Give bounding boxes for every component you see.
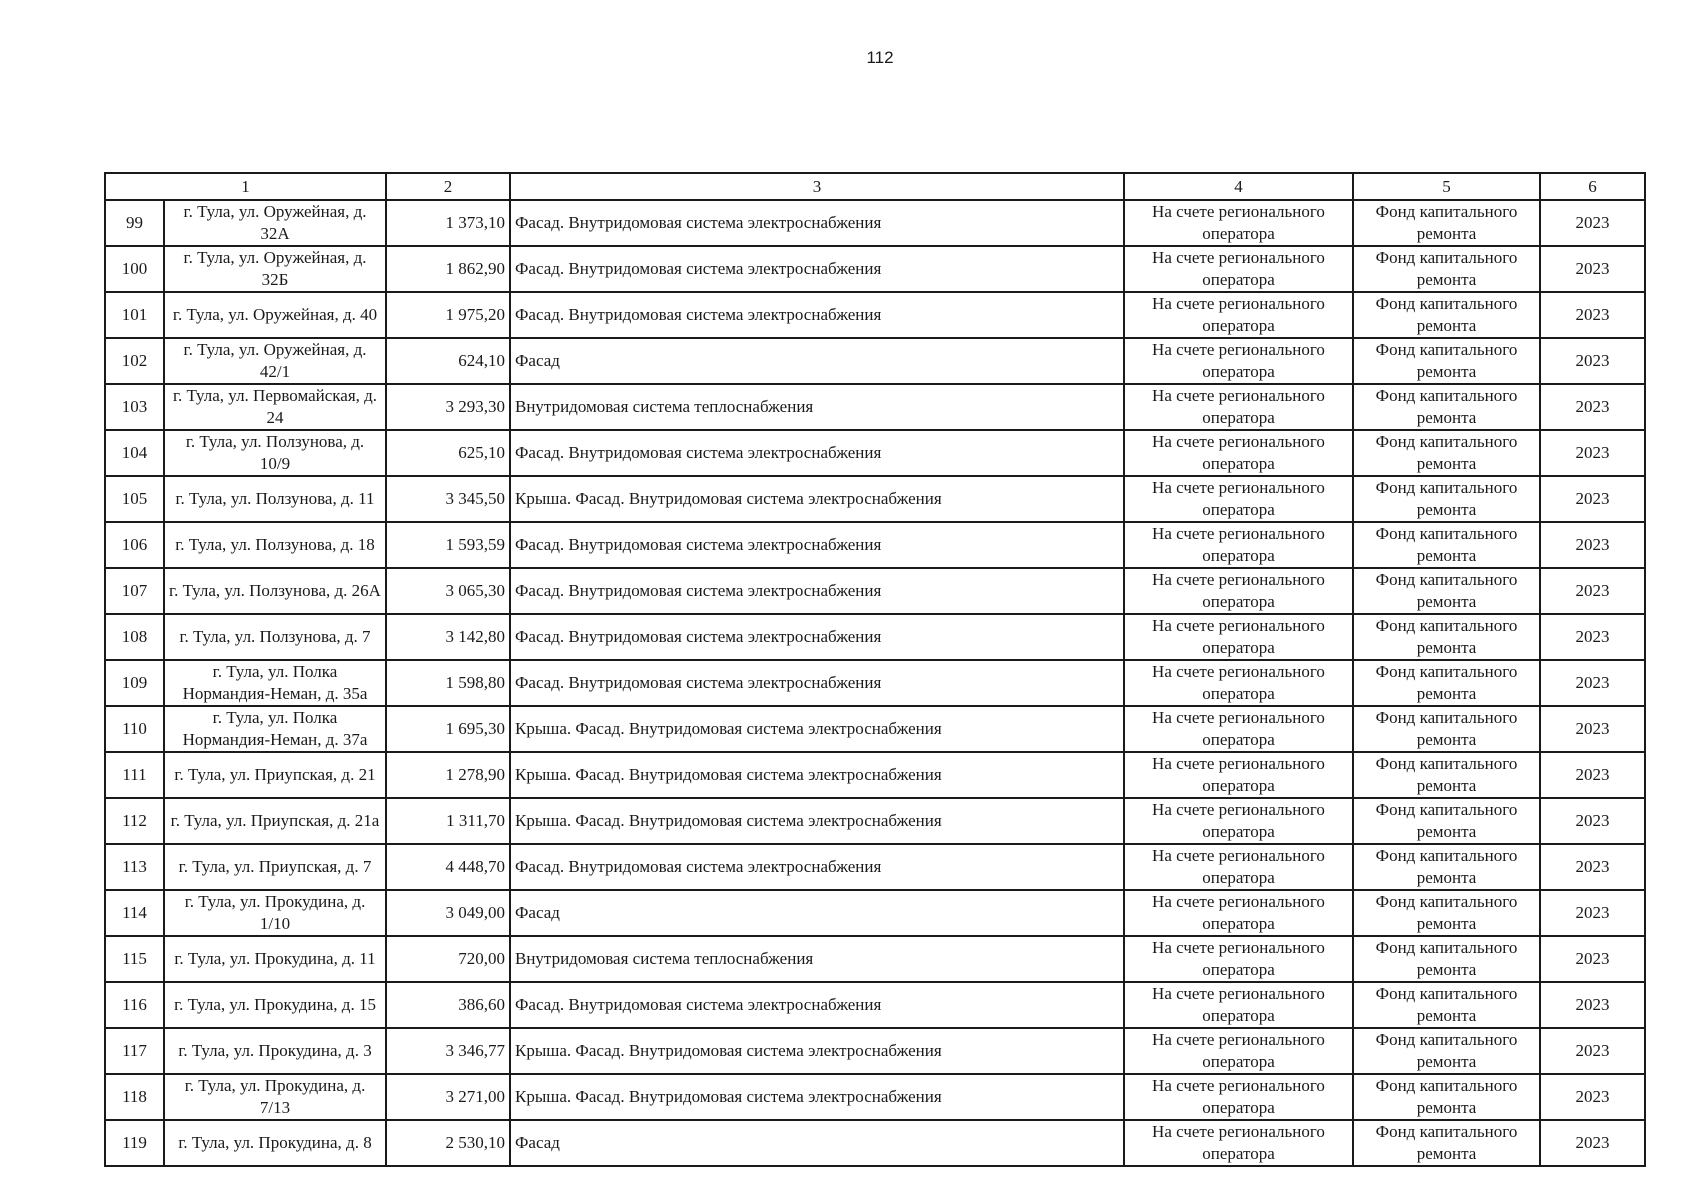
- row-number: 114: [105, 890, 164, 936]
- table-row: [105, 430, 1645, 476]
- area-cell: 624,10: [386, 338, 510, 384]
- fund-account-cell: На счете регионального оператора: [1124, 614, 1353, 660]
- table-row: [105, 936, 1645, 982]
- area-cell: 1 311,70: [386, 798, 510, 844]
- table-row: [105, 384, 1645, 430]
- table-row: [105, 614, 1645, 660]
- address-cell: г. Тула, ул. Оружейная, д. 40: [164, 292, 386, 338]
- address-cell: г. Тула, ул. Ползунова, д. 11: [164, 476, 386, 522]
- table-row: [105, 982, 1645, 1028]
- table-row: [105, 890, 1645, 936]
- funding-source-cell: Фонд капитального ремонта: [1353, 338, 1540, 384]
- area-cell: 3 345,50: [386, 476, 510, 522]
- funding-source-cell: Фонд капитального ремонта: [1353, 476, 1540, 522]
- row-number: 105: [105, 476, 164, 522]
- address-cell: г. Тула, ул. Прокудина, д. 1/10: [164, 890, 386, 936]
- year-cell: 2023: [1540, 660, 1645, 706]
- address-cell: г. Тула, ул. Приупская, д. 21: [164, 752, 386, 798]
- column-number-row: [105, 173, 1645, 200]
- works-cell: Фасад. Внутридомовая система электроснабжения: [510, 522, 1124, 568]
- funding-source-cell: Фонд капитального ремонта: [1353, 614, 1540, 660]
- year-cell: 2023: [1540, 1028, 1645, 1074]
- address-cell: г. Тула, ул. Ползунова, д. 10/9: [164, 430, 386, 476]
- address-cell: г. Тула, ул. Прокудина, д. 8: [164, 1120, 386, 1166]
- works-cell: Фасад. Внутридомовая система электроснабжения: [510, 568, 1124, 614]
- table-row: [105, 200, 1645, 246]
- year-cell: 2023: [1540, 568, 1645, 614]
- table-row: [105, 522, 1645, 568]
- area-cell: 3 346,77: [386, 1028, 510, 1074]
- works-cell: Фасад: [510, 1120, 1124, 1166]
- works-cell: Фасад: [510, 890, 1124, 936]
- table-row: [105, 660, 1645, 706]
- year-cell: 2023: [1540, 752, 1645, 798]
- address-cell: г. Тула, ул. Прокудина, д. 3: [164, 1028, 386, 1074]
- funding-source-cell: Фонд капитального ремонта: [1353, 844, 1540, 890]
- area-cell: 1 593,59: [386, 522, 510, 568]
- fund-account-cell: На счете регионального оператора: [1124, 246, 1353, 292]
- funding-source-cell: Фонд капитального ремонта: [1353, 568, 1540, 614]
- funding-source-cell: Фонд капитального ремонта: [1353, 200, 1540, 246]
- works-cell: Крыша. Фасад. Внутридомовая система электроснабжения: [510, 1074, 1124, 1120]
- page-number: 112: [866, 48, 894, 67]
- address-cell: г. Тула, ул. Приупская, д. 7: [164, 844, 386, 890]
- year-cell: 2023: [1540, 1120, 1645, 1166]
- table-row: [105, 568, 1645, 614]
- fund-account-cell: На счете регионального оператора: [1124, 1120, 1353, 1166]
- table-row: [105, 844, 1645, 890]
- area-cell: 1 373,10: [386, 200, 510, 246]
- works-cell: Фасад. Внутридомовая система электроснабжения: [510, 844, 1124, 890]
- column-header-5: 5: [1353, 173, 1540, 200]
- year-cell: 2023: [1540, 384, 1645, 430]
- area-cell: 720,00: [386, 936, 510, 982]
- works-cell: Крыша. Фасад. Внутридомовая система электроснабжения: [510, 1028, 1124, 1074]
- year-cell: 2023: [1540, 430, 1645, 476]
- address-cell: г. Тула, ул. Оружейная, д. 32Б: [164, 246, 386, 292]
- table-row: [105, 706, 1645, 752]
- works-cell: Крыша. Фасад. Внутридомовая система электроснабжения: [510, 798, 1124, 844]
- fund-account-cell: На счете регионального оператора: [1124, 844, 1353, 890]
- address-cell: г. Тула, ул. Ползунова, д. 7: [164, 614, 386, 660]
- year-cell: 2023: [1540, 338, 1645, 384]
- area-cell: 3 065,30: [386, 568, 510, 614]
- row-number: 116: [105, 982, 164, 1028]
- table-row: [105, 1074, 1645, 1120]
- table-row: [105, 1120, 1645, 1166]
- table-row: [105, 246, 1645, 292]
- row-number: 106: [105, 522, 164, 568]
- fund-account-cell: На счете регионального оператора: [1124, 568, 1353, 614]
- year-cell: 2023: [1540, 246, 1645, 292]
- year-cell: 2023: [1540, 844, 1645, 890]
- fund-account-cell: На счете регионального оператора: [1124, 752, 1353, 798]
- year-cell: 2023: [1540, 476, 1645, 522]
- works-cell: Фасад: [510, 338, 1124, 384]
- fund-account-cell: На счете регионального оператора: [1124, 522, 1353, 568]
- works-cell: Крыша. Фасад. Внутридомовая система электроснабжения: [510, 706, 1124, 752]
- fund-account-cell: На счете регионального оператора: [1124, 384, 1353, 430]
- area-cell: 2 530,10: [386, 1120, 510, 1166]
- table-row: [105, 476, 1645, 522]
- address-cell: г. Тула, ул. Ползунова, д. 18: [164, 522, 386, 568]
- year-cell: 2023: [1540, 1074, 1645, 1120]
- capital-repair-table: [104, 172, 1646, 1167]
- address-cell: г. Тула, ул. Оружейная, д. 42/1: [164, 338, 386, 384]
- area-cell: 1 598,80: [386, 660, 510, 706]
- funding-source-cell: Фонд капитального ремонта: [1353, 1074, 1540, 1120]
- table-row: [105, 798, 1645, 844]
- column-header-3: 3: [510, 173, 1124, 200]
- works-cell: Фасад. Внутридомовая система электроснабжения: [510, 200, 1124, 246]
- funding-source-cell: Фонд капитального ремонта: [1353, 890, 1540, 936]
- fund-account-cell: На счете регионального оператора: [1124, 936, 1353, 982]
- fund-account-cell: На счете регионального оператора: [1124, 706, 1353, 752]
- year-cell: 2023: [1540, 614, 1645, 660]
- area-cell: 1 278,90: [386, 752, 510, 798]
- row-number: 115: [105, 936, 164, 982]
- area-cell: 1 862,90: [386, 246, 510, 292]
- fund-account-cell: На счете регионального оператора: [1124, 338, 1353, 384]
- works-cell: Фасад. Внутридомовая система электроснабжения: [510, 614, 1124, 660]
- row-number: 108: [105, 614, 164, 660]
- funding-source-cell: Фонд капитального ремонта: [1353, 660, 1540, 706]
- row-number: 118: [105, 1074, 164, 1120]
- address-cell: г. Тула, ул. Приупская, д. 21а: [164, 798, 386, 844]
- fund-account-cell: На счете регионального оператора: [1124, 200, 1353, 246]
- fund-account-cell: На счете регионального оператора: [1124, 1028, 1353, 1074]
- row-number: 119: [105, 1120, 164, 1166]
- funding-source-cell: Фонд капитального ремонта: [1353, 384, 1540, 430]
- address-cell: г. Тула, ул. Ползунова, д. 26А: [164, 568, 386, 614]
- funding-source-cell: Фонд капитального ремонта: [1353, 752, 1540, 798]
- funding-source-cell: Фонд капитального ремонта: [1353, 522, 1540, 568]
- funding-source-cell: Фонд капитального ремонта: [1353, 430, 1540, 476]
- year-cell: 2023: [1540, 292, 1645, 338]
- fund-account-cell: На счете регионального оператора: [1124, 1074, 1353, 1120]
- area-cell: 1 695,30: [386, 706, 510, 752]
- fund-account-cell: На счете регионального оператора: [1124, 476, 1353, 522]
- area-cell: 3 142,80: [386, 614, 510, 660]
- funding-source-cell: Фонд капитального ремонта: [1353, 936, 1540, 982]
- works-cell: Крыша. Фасад. Внутридомовая система электроснабжения: [510, 752, 1124, 798]
- table-row: [105, 1028, 1645, 1074]
- address-cell: г. Тула, ул. Полка Нормандия-Неман, д. 35а: [164, 660, 386, 706]
- row-number: 109: [105, 660, 164, 706]
- works-cell: Фасад. Внутридомовая система электроснабжения: [510, 660, 1124, 706]
- funding-source-cell: Фонд капитального ремонта: [1353, 1028, 1540, 1074]
- year-cell: 2023: [1540, 936, 1645, 982]
- funding-source-cell: Фонд капитального ремонта: [1353, 246, 1540, 292]
- column-header-4: 4: [1124, 173, 1353, 200]
- works-cell: Внутридомовая система теплоснабжения: [510, 936, 1124, 982]
- fund-account-cell: На счете регионального оператора: [1124, 890, 1353, 936]
- works-cell: Крыша. Фасад. Внутридомовая система электроснабжения: [510, 476, 1124, 522]
- table-row: [105, 292, 1645, 338]
- year-cell: 2023: [1540, 706, 1645, 752]
- row-number: 100: [105, 246, 164, 292]
- fund-account-cell: На счете регионального оператора: [1124, 292, 1353, 338]
- area-cell: 3 293,30: [386, 384, 510, 430]
- address-cell: г. Тула, ул. Первомайская, д. 24: [164, 384, 386, 430]
- works-cell: Фасад. Внутридомовая система электроснабжения: [510, 292, 1124, 338]
- funding-source-cell: Фонд капитального ремонта: [1353, 292, 1540, 338]
- year-cell: 2023: [1540, 890, 1645, 936]
- row-number: 103: [105, 384, 164, 430]
- funding-source-cell: Фонд капитального ремонта: [1353, 1120, 1540, 1166]
- row-number: 112: [105, 798, 164, 844]
- address-cell: г. Тула, ул. Прокудина, д. 15: [164, 982, 386, 1028]
- area-cell: 3 271,00: [386, 1074, 510, 1120]
- row-number: 99: [105, 200, 164, 246]
- funding-source-cell: Фонд капитального ремонта: [1353, 982, 1540, 1028]
- year-cell: 2023: [1540, 200, 1645, 246]
- column-header-6: 6: [1540, 173, 1645, 200]
- address-cell: г. Тула, ул. Прокудина, д. 11: [164, 936, 386, 982]
- area-cell: 1 975,20: [386, 292, 510, 338]
- row-number: 111: [105, 752, 164, 798]
- row-number: 107: [105, 568, 164, 614]
- row-number: 101: [105, 292, 164, 338]
- fund-account-cell: На счете регионального оператора: [1124, 660, 1353, 706]
- column-header-2: 2: [386, 173, 510, 200]
- area-cell: 3 049,00: [386, 890, 510, 936]
- funding-source-cell: Фонд капитального ремонта: [1353, 706, 1540, 752]
- row-number: 110: [105, 706, 164, 752]
- area-cell: 386,60: [386, 982, 510, 1028]
- fund-account-cell: На счете регионального оператора: [1124, 430, 1353, 476]
- row-number: 117: [105, 1028, 164, 1074]
- fund-account-cell: На счете регионального оператора: [1124, 798, 1353, 844]
- address-cell: г. Тула, ул. Оружейная, д. 32А: [164, 200, 386, 246]
- table-row: [105, 338, 1645, 384]
- address-cell: г. Тула, ул. Полка Нормандия-Неман, д. 37а: [164, 706, 386, 752]
- year-cell: 2023: [1540, 982, 1645, 1028]
- row-number: 104: [105, 430, 164, 476]
- works-cell: Фасад. Внутридомовая система электроснабжения: [510, 246, 1124, 292]
- area-cell: 4 448,70: [386, 844, 510, 890]
- area-cell: 625,10: [386, 430, 510, 476]
- table-body: [105, 200, 1645, 1166]
- works-cell: Фасад. Внутридомовая система электроснабжения: [510, 430, 1124, 476]
- table-row: [105, 752, 1645, 798]
- year-cell: 2023: [1540, 798, 1645, 844]
- address-cell: г. Тула, ул. Прокудина, д. 7/13: [164, 1074, 386, 1120]
- column-header-1: 1: [105, 173, 386, 200]
- year-cell: 2023: [1540, 522, 1645, 568]
- fund-account-cell: На счете регионального оператора: [1124, 982, 1353, 1028]
- works-cell: Внутридомовая система теплоснабжения: [510, 384, 1124, 430]
- row-number: 102: [105, 338, 164, 384]
- row-number: 113: [105, 844, 164, 890]
- works-cell: Фасад. Внутридомовая система электроснабжения: [510, 982, 1124, 1028]
- funding-source-cell: Фонд капитального ремонта: [1353, 798, 1540, 844]
